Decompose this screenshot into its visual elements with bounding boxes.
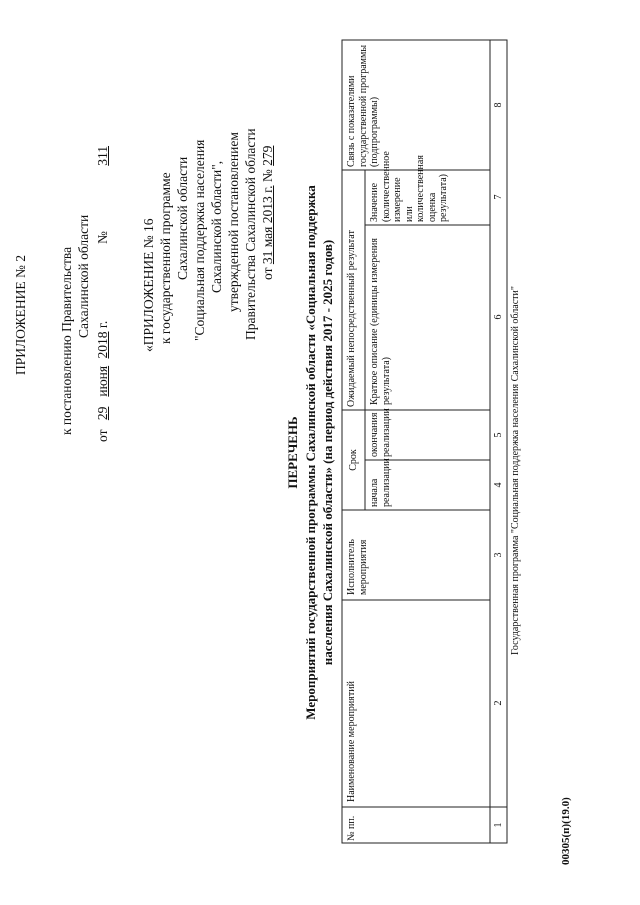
- heading-line1: Мероприятий государственной программы Сахалинской области «Социальная поддержка: [303, 185, 318, 720]
- prior-appendix-title: «ПРИЛОЖЕНИЕ № 16: [141, 218, 156, 352]
- header-program-link: Связь с показателями государственной программы (подпрограммы): [346, 44, 380, 167]
- header-executor: Исполнитель мероприятия: [346, 539, 369, 595]
- column-number-1: 1: [493, 822, 504, 828]
- appendix-title: ПРИЛОЖЕНИЕ № 2: [13, 254, 28, 375]
- header-number: № пп.: [346, 815, 357, 841]
- section-row-program: Государственная программа "Социальная поддержка населения Сахалинской области": [510, 286, 521, 655]
- document-code: 00305(п)(19.0): [560, 797, 572, 865]
- prior-appendix-date-line: от 31 мая 2013 г. № 279: [260, 145, 275, 280]
- column-number-4: 4: [493, 482, 504, 488]
- prior-appendix-line2: Сахалинской области: [175, 156, 190, 280]
- column-number-6: 6: [493, 314, 504, 320]
- appendix-date-year: 2018: [95, 331, 110, 359]
- header-activity-name: Наименование мероприятий: [346, 681, 357, 802]
- column-number-8: 8: [493, 102, 504, 108]
- prior-appendix-line1: к государственной программе: [158, 172, 173, 344]
- prior-appendix-number: 279: [260, 145, 275, 166]
- column-number-2: 2: [493, 700, 504, 706]
- header-result-value: Значение (количественное измерение или количественная оценка результата): [369, 151, 449, 222]
- prior-appendix-line3: "Социальная поддержка населения: [192, 139, 207, 341]
- appendix-date-day: 29: [95, 406, 110, 421]
- appendix-line2: Сахалинской области: [76, 214, 91, 338]
- header-term: Срок: [348, 449, 359, 471]
- header-term-end: окончания реализации: [369, 408, 392, 457]
- header-term-start: начала реализации: [369, 458, 392, 507]
- header-result-description: Краткое описание (единицы измерения результата): [369, 238, 392, 405]
- appendix-line1: к постановлению Правительства: [59, 246, 74, 435]
- column-number-5: 5: [493, 432, 504, 438]
- appendix-date-month: июня: [95, 365, 110, 397]
- page-title: ПЕРЕЧЕНЬ: [285, 416, 300, 489]
- appendix-date-line: от 29июня 2018 г. № 311: [95, 145, 110, 442]
- heading-line2: населения Сахалинской области» (на период действия 2017 - 2025 годов): [320, 239, 335, 666]
- prior-appendix-date: 31 мая 2013 г.: [260, 185, 275, 265]
- header-expected-result: Ожидаемый непосредственный результат: [346, 230, 357, 407]
- column-number-3: 3: [493, 552, 504, 558]
- prior-appendix-line6: Правительства Сахалинской области: [243, 128, 258, 340]
- column-number-7: 7: [493, 194, 504, 200]
- prior-appendix-line5: утвержденной постановлением: [226, 132, 241, 312]
- appendix-number: 311: [95, 145, 110, 166]
- prior-appendix-line4: Сахалинской области",: [209, 160, 224, 293]
